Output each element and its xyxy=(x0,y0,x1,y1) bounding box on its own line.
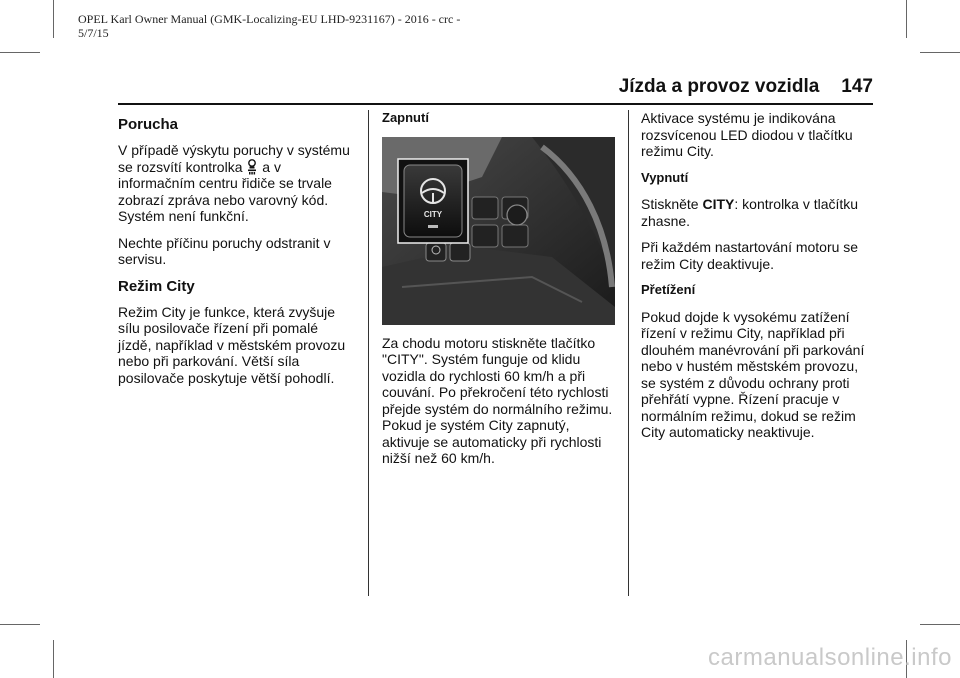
city-keyword: CITY xyxy=(702,196,735,212)
paragraph-text: : kontrolka v tlačítku zhasne. xyxy=(641,196,859,229)
column-middle xyxy=(382,110,618,477)
paragraph-turn-on: Za chodu motoru stiskněte tlačítko "CITY". Systém funguje od klidu vozidla do rychlosti 60 km/h a při couvání. Po překročení této rychlosti přejde systém do normálního režimu. Pokud je systém City zapnutý, aktivuje se automaticky při rychlosti nižší než 60 km/h. xyxy=(382,334,613,466)
paragraph-restart: Při každém nastartování motoru se režim City deaktivuje. xyxy=(641,239,859,272)
heading-porucha: Porucha xyxy=(118,116,179,133)
paragraph-activation: Aktivace systému je indikována rozsvícenou LED diodou v tlačítku režimu City. xyxy=(641,110,853,159)
heading-zapnuti: Zapnutí xyxy=(382,110,429,125)
paragraph-turn-off xyxy=(641,196,876,229)
page-header xyxy=(619,76,873,98)
crop-mark xyxy=(0,52,40,53)
watermark: carmanualsonline.info xyxy=(708,644,952,671)
document-meta xyxy=(78,12,460,40)
column-divider xyxy=(628,110,629,596)
column-divider xyxy=(368,110,369,596)
meta-date: 5/7/15 xyxy=(78,26,109,40)
paragraph-text: Stiskněte xyxy=(641,196,703,212)
paragraph-city-mode: Režim City je funkce, která zvyšuje sílu posilovače řízení při pomalé jízdě, například v městském provozu nebo při parkování. Větší síla posilovače poskytuje větší pohodlí. xyxy=(118,303,346,386)
meta-line: OPEL Karl Owner Manual (GMK-Localizing-EU LHD-9231167) - 2016 - crc - xyxy=(78,12,461,26)
crop-mark xyxy=(920,52,960,53)
paragraph-text: V případě výskytu poruchy v systému se rozsvítí kontrolka xyxy=(118,142,350,175)
crop-mark xyxy=(53,0,54,38)
column-right xyxy=(641,110,876,451)
crop-mark xyxy=(906,0,907,38)
section-title: Jízda a provoz vozidla xyxy=(618,76,820,97)
heading-pretizeni: Přetížení xyxy=(641,282,696,297)
paragraph-overload: Pokud dojde k vysokému zatížení řízení v režimu City, například při dlouhém manévrování při parkování nebo v hustém městském provozu, se systém z důvodu ochrany proti přehřátí vypne. Řízení pracuje v normálním režimu, dokud se režim City automaticky neaktivuje. xyxy=(641,308,865,440)
photo-city-label: CITY xyxy=(423,209,443,219)
heading-rezim-city: Režim City xyxy=(118,277,195,295)
header-rule xyxy=(118,103,873,105)
city-button-photo xyxy=(382,137,615,325)
crop-mark xyxy=(0,624,40,625)
page-number: 147 xyxy=(841,76,873,97)
paragraph-service: Nechte příčinu poruchy odstranit v servisu. xyxy=(118,234,331,267)
paragraph-fault xyxy=(118,142,354,225)
crop-mark xyxy=(53,640,54,678)
crop-mark xyxy=(920,624,960,625)
paragraph-text: a v informačním centru řidiče se trvale zobrazí zpráva nebo varovný kód. Systém není funkční. xyxy=(118,158,332,224)
heading-vypnuti: Vypnutí xyxy=(641,169,689,185)
steering-warning-icon xyxy=(246,159,258,175)
column-left xyxy=(118,110,354,396)
